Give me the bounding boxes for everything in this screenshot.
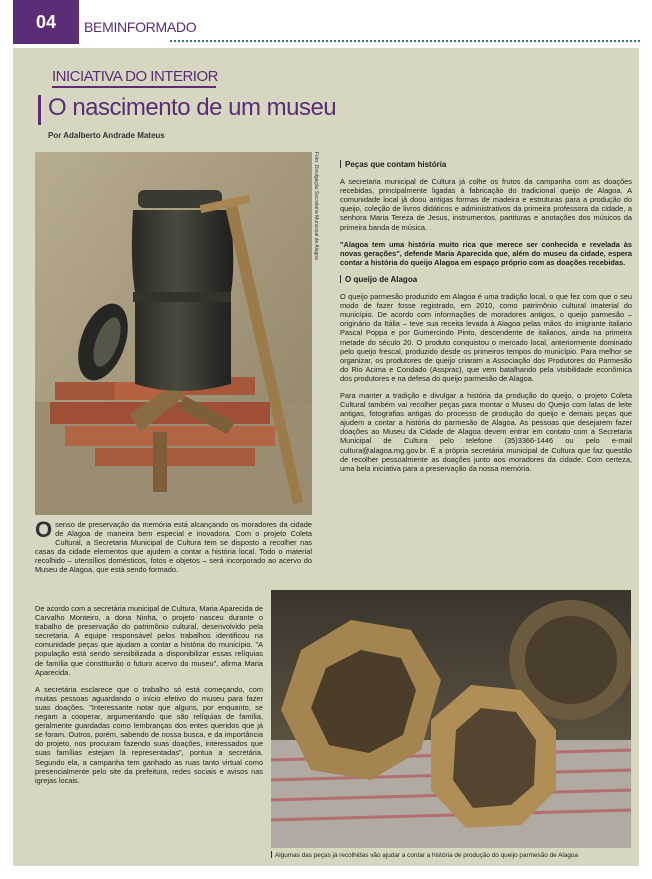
byline: Por Adalberto Andrade Mateus — [48, 131, 165, 140]
drop-cap: O — [35, 517, 53, 542]
paragraph: A secretaria municipal de Cultura já colhe os frutos da campanha com as doações recebidas, principalmente ligadas à fabricação do tradicional queijo de Alagoa. A comunidade local já doou antigas formas de madeira e estruturas para a produção do queijo, coleção de livros didáticos e administrativos da primeira professora da cidade, a senhora Maria Tereza de Jesus, instrumentos, partituras e anotações dos músicos da primeira banda de música. — [340, 177, 632, 232]
lead-text: senso de preservação da memória está alcançando os moradores da cidade de Alagoa de maneira bem especial e inovadora. Com o projeto Coleta Cultural, a Secretaria Municipal de Cultura tem se disposto a recolher nas casas da cidade elementos que ajudem a contar a história local. Todo o material recolhido – utensílios domésticos, fotos e objetos – será incorporado ao acervo do Museu de Alagoa, que está sendo formado. — [35, 520, 312, 575]
lead-paragraph — [35, 517, 312, 575]
dotted-divider — [170, 40, 640, 42]
photo-credit: Foto: Divulgação Secretaria Municipal de Alagoa — [313, 152, 319, 260]
paragraph: Para manter a tradição e divulgar a história da produção do queijo, o projeto Coleta Cultural também vai recolher peças para montar o Museu do Queijo com latas de leite antigas, fotografias antigas do processo de produção do queijo e demais peças que ajudem a contar a história do parmesão de Alagoa. As pessoas que desejarem fazer doações ao Museu da Cidade de Alagoa devem entrar em contato com a Secretaria Municipal de Cultura pelo telefone (35)3366-1446 ou pelo e-mail cultura@alagoa.mg.gov.br. É a própria secretária municipal de Cultura que faz questão de recolher pessoalmente as doações junto aos moradores da cidade. Com certeza, uma bela iniciativa para a preservação da nossa memória. — [340, 390, 632, 473]
article-title: O nascimento de um museu — [48, 94, 337, 121]
paragraph: De acordo com a secretária municipal de Cultura, Maria Aparecida de Carvalho Monteiro, a dona Ninha, o projeto nasceu durante o trabalho de preservação do patrimônio cultural, desenvolvido pela secretaria. A equipe responsável pelos trabalhos identificou na comunidade peças que ajudam a contar a história do município. "A população está sendo sensibilizada a disponibilizar essas relíquias de família que constituirão o futuro acervo do museu", afirma Maria Aparecida. — [35, 604, 263, 677]
left-column — [35, 604, 263, 793]
subheading-bar — [340, 160, 341, 168]
subheading-text: O queijo de Alagoa — [345, 274, 418, 284]
kicker-underline — [52, 86, 216, 88]
subheading-queijo — [340, 275, 632, 284]
page-number: 04 — [13, 0, 79, 44]
paragraph: A secretária esclarece que o trabalho só está começando, com muitas pessoas aguardando o início efetivo do museu para fazer suas doações. "Interessante notar que alguns, por enquanto, se negam a cooperar, argumentando que são relíquias de família, geralmente guardadas como lembranças dos entes queridos que já se foram. Outros, porém, sabendo de nossa busca, e da importância do projeto, nos procuram fazendo suas doações, interessados que suas famílias estejam lá representadas", pontua a secretária. Segundo ela, a campanha tem ganhado as ruas tanto virtual como presencialmente pelo site da prefeitura, redes sociais e avisos nas igrejas locais. — [35, 684, 263, 785]
caption-text: Algumas das peças já recolhidas vão ajudar a contar a história de produção do queijo parmesão de Alagoa — [275, 852, 579, 859]
section-name: BEMINFORMADO — [84, 19, 197, 35]
subheading-text: Peças que contam história — [345, 160, 447, 169]
article-kicker: INICIATIVA DO INTERIOR — [52, 68, 218, 85]
cheese-molds-photo — [271, 590, 631, 848]
pull-quote: "Alagoa tem uma história muito rica que merece ser conhecida e revelada às novas gerações", defende Maria Aparecida que, além do museu da cidade, espera contar a história do queijo Alagoa em espaço próprio com as doações recebidas. — [340, 239, 632, 267]
subheading-pecas — [340, 160, 632, 169]
photo-caption — [271, 851, 631, 859]
right-column — [340, 160, 632, 481]
subheading-bar — [340, 275, 341, 283]
paragraph: O queijo parmesão produzido em Alagoa é uma tradição local, o que fez com que o seu modo de fazer fosse registrado, em 2010, como patrimônio cultural imaterial do município. De acordo com informações de moradores antigos, o queijo parmesão – originário da Itália – teve sua receita levada à Alagoa pelas mãos do imigrante italiano Pascal Poppa e por Gumercindo Pinto, descendente de italianos, ainda na primeira metade do século 20. O produto conquistou o mercado local, anteriormente dominado pelo queijo frescal, produzido desde os primeiros tempos do município. Para melhor se organizar, os produtores de queijo criaram a Associação dos Produtores do Parmesão do Rio Acima e Condado (Assprac), que vem batalhando pela visibilidade econômica dos produtores e na defesa do queijo parmesão de Alagoa. — [340, 292, 632, 383]
milk-can-photo — [35, 152, 312, 515]
caption-bar — [271, 851, 272, 858]
title-accent-bar — [38, 95, 41, 125]
